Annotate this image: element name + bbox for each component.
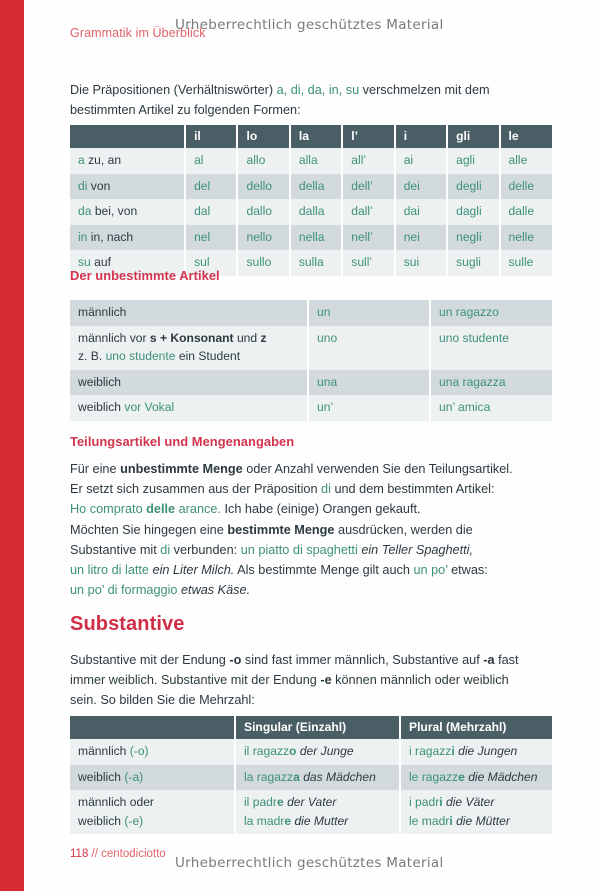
- partitive-l5-di: di: [160, 542, 171, 557]
- prep-su: su: [78, 255, 91, 270]
- cell-form: dell’: [342, 174, 394, 200]
- sing-ending: a: [293, 769, 300, 784]
- cell-singular: [235, 790, 400, 834]
- german-su: auf: [94, 255, 111, 270]
- cell-example: uno studente: [430, 326, 552, 370]
- german-di: von: [90, 178, 111, 193]
- cell-form: ai: [395, 148, 447, 174]
- partitive-l5-german: ein Teller Spaghetti,: [361, 542, 473, 557]
- cell-form: nel: [185, 225, 237, 251]
- cell-example: un ragazzo: [430, 300, 552, 326]
- cell-example: una ragazza: [430, 370, 552, 396]
- th-lo: lo: [237, 125, 289, 148]
- table-indefinite-article: [70, 300, 552, 421]
- partitive-l4-c: ausdrücken, werden die: [334, 522, 473, 537]
- cell-form: sul: [185, 250, 237, 276]
- partitive-l1-bold: unbestimmte Menge: [120, 462, 243, 476]
- cell-form: allo: [237, 148, 289, 174]
- prep-in: in: [78, 229, 88, 244]
- heading-substantive: Substantive: [70, 613, 185, 635]
- footer-page-number: 118: [70, 848, 89, 860]
- cell-form: sullo: [237, 250, 289, 276]
- prep-di: di: [78, 178, 88, 193]
- substantive-paragraph: [70, 650, 548, 711]
- sing-german: der Junge: [299, 744, 354, 758]
- sing2-german: die Mutter: [294, 813, 349, 828]
- cell-label: [70, 174, 185, 200]
- cell-form: alla: [290, 148, 342, 174]
- cell-singular: [235, 739, 400, 765]
- partitive-l2-di: di: [321, 482, 331, 497]
- partitive-l6-german: ein Liter Milch.: [152, 563, 235, 578]
- cell-form: dalle: [500, 199, 553, 225]
- partitive-l2-c: und dem bestimmten Artikel:: [330, 482, 495, 497]
- subst-l2-endung-e: -e: [320, 673, 332, 688]
- cell-form: degli: [447, 174, 499, 200]
- partitive-l7-german: etwas Käse.: [180, 583, 251, 598]
- cell-plural: [400, 790, 552, 834]
- intro-line2: bestimmten Artikel zu folgenden Formen:: [70, 103, 301, 118]
- table-prepositions: [70, 125, 552, 276]
- table-row: [70, 765, 552, 791]
- table-row: [70, 326, 552, 370]
- label-ending: (-a): [124, 769, 144, 784]
- german-a: zu, an: [88, 153, 122, 167]
- plur-base: le ragazz: [409, 769, 459, 784]
- plur-ending: e: [458, 769, 465, 784]
- th-le: le: [500, 125, 553, 148]
- th-la: la: [290, 125, 342, 148]
- label-bold-2: z: [260, 330, 267, 345]
- partitive-paragraph: [70, 459, 550, 600]
- label-part-2: und: [233, 330, 261, 345]
- plur-german: die Väter: [446, 795, 495, 810]
- cell-example: un’ amica: [430, 395, 552, 421]
- watermark-bottom: Urheberrechtlich geschütztes Material: [175, 855, 444, 871]
- cell-form: agli: [447, 148, 499, 174]
- plur2-ending: i: [449, 813, 453, 828]
- cell-label: [70, 326, 308, 370]
- cell-article: un’: [308, 395, 430, 421]
- label-part-3: z. B.: [78, 349, 106, 364]
- label-gender: weiblich: [78, 769, 125, 784]
- plur-base: i ragazz: [409, 744, 452, 758]
- label-gender-2: weiblich: [78, 813, 125, 828]
- subst-l2-a: immer weiblich. Substantive mit der Endung: [70, 673, 321, 688]
- subst-l1-e: fast: [494, 653, 519, 667]
- subst-l1-c: sind fast immer männlich, Substantive auf: [241, 653, 484, 667]
- partitive-l4-a: Möchten Sie hingegen eine: [70, 522, 228, 537]
- th-blank: [70, 125, 185, 148]
- subst-l3: sein. So bilden Sie die Mehrzahl:: [70, 693, 255, 708]
- cell-form: dallo: [237, 199, 289, 225]
- partitive-l3-delle: delle: [146, 502, 176, 517]
- label-gender-1: männlich oder: [78, 795, 154, 810]
- cell-form: nell’: [342, 225, 394, 251]
- th-singular: Singular (Einzahl): [235, 716, 400, 739]
- sing-german: das Mädchen: [303, 769, 376, 784]
- plur-ending: i: [439, 795, 443, 810]
- cell-label: männlich: [70, 300, 308, 326]
- table-row-header: [70, 716, 552, 739]
- table-row-header: [70, 125, 552, 148]
- partitive-l5-a: Substantive mit: [70, 542, 161, 557]
- cell-form: dalla: [290, 199, 342, 225]
- cell-form: dei: [395, 174, 447, 200]
- heading-partitive: Teilungsartikel und Mengenangaben: [70, 434, 295, 449]
- plur2-german: die Mütter: [456, 813, 510, 828]
- partitive-l1-a: Für eine: [70, 462, 121, 476]
- cell-label: [70, 739, 235, 765]
- th-lapostrophe: l’: [342, 125, 394, 148]
- cell-form: sulla: [290, 250, 342, 276]
- plur-base: i padr: [409, 795, 440, 810]
- table-row: [70, 790, 552, 834]
- cell-form: dall’: [342, 199, 394, 225]
- sing2-base: la madr: [244, 813, 285, 828]
- cell-article: un: [308, 300, 430, 326]
- partitive-l5-c: verbunden:: [170, 542, 241, 557]
- sing2-ending: e: [284, 813, 292, 828]
- partitive-l1-c: oder Anzahl verwenden Sie den Teilungsartikel.: [242, 462, 513, 476]
- footer-separator: //: [88, 848, 102, 860]
- sing-ending: e: [276, 795, 284, 810]
- table-row: [70, 148, 552, 174]
- left-red-accent-bar: [0, 0, 24, 891]
- sing-ending: o: [289, 744, 297, 758]
- heading-indefinite-article: Der unbestimmte Artikel: [70, 268, 220, 283]
- label-green-example: uno studente: [105, 349, 176, 364]
- label-gender: männlich: [78, 744, 130, 758]
- cell-form: alle: [500, 148, 553, 174]
- cell-form: sugli: [447, 250, 499, 276]
- partitive-l6-e: etwas:: [447, 563, 488, 578]
- table-row: [70, 199, 552, 225]
- th-blank: [70, 716, 235, 739]
- prep-da: da: [78, 204, 92, 219]
- plur-german: die Jungen: [458, 744, 518, 758]
- cell-label: [70, 765, 235, 791]
- cell-label: [70, 148, 185, 174]
- cell-form: nella: [290, 225, 342, 251]
- cell-label: weiblich: [70, 370, 308, 396]
- label-part-1: weiblich: [78, 400, 125, 415]
- subst-l1-endung-a: -a: [483, 653, 495, 667]
- table-plural-forms: [70, 716, 552, 834]
- cell-label: [70, 199, 185, 225]
- label-ending: (-o): [129, 744, 149, 758]
- cell-form: dello: [237, 174, 289, 200]
- partitive-l7-italian: un po’ di formaggio: [70, 583, 178, 598]
- partitive-l4-bold: bestimmte Menge: [227, 522, 335, 537]
- watermark-top: Urheberrechtlich geschütztes Material: [175, 17, 444, 33]
- cell-plural: [400, 765, 552, 791]
- cell-form: nei: [395, 225, 447, 251]
- table-row: [70, 395, 552, 421]
- cell-label: [70, 790, 235, 834]
- label-bold-1: s + Konsonant: [149, 330, 234, 345]
- partitive-l3-german: Ich habe (einige) Orangen gekauft.: [220, 502, 421, 517]
- footer-page-word: centodiciotto: [101, 848, 166, 860]
- table-row: [70, 370, 552, 396]
- cell-form: dai: [395, 199, 447, 225]
- subst-l2-c: können männlich oder weiblich: [331, 673, 509, 688]
- plur2-base: le madr: [409, 813, 450, 828]
- sing-base: il padr: [244, 795, 277, 810]
- intro-paragraph: [70, 80, 540, 120]
- german-da: bei, von: [94, 204, 138, 219]
- plur-german: die Mädchen: [468, 769, 538, 784]
- label-ending: (-e): [124, 813, 144, 828]
- label-green-part: vor Vokal: [124, 400, 175, 415]
- cell-label: [70, 395, 308, 421]
- cell-plural: [400, 739, 552, 765]
- th-gli: gli: [447, 125, 499, 148]
- intro-text-a: Die Präpositionen (Verhältniswörter): [70, 83, 277, 97]
- cell-form: delle: [500, 174, 553, 200]
- cell-form: dagli: [447, 199, 499, 225]
- cell-label: [70, 225, 185, 251]
- cell-form: nelle: [500, 225, 553, 251]
- intro-text-b: verschmelzen mit dem: [359, 83, 490, 97]
- partitive-l2-a: Er setzt sich zusammen aus der Präposition: [70, 482, 322, 497]
- th-i: i: [395, 125, 447, 148]
- th-plural: Plural (Mehrzahl): [400, 716, 552, 739]
- partitive-l6-unpo: un po’: [413, 563, 448, 578]
- cell-form: del: [185, 174, 237, 200]
- table-row: [70, 739, 552, 765]
- subst-l1-a: Substantive mit der Endung: [70, 653, 230, 667]
- running-head: Grammatik im Überblick: [70, 26, 206, 40]
- sing-base: la ragazz: [244, 769, 294, 784]
- partitive-l5-italian: un piatto di spaghetti: [240, 542, 358, 557]
- table-row: [70, 225, 552, 251]
- label-part-1: männlich vor: [78, 330, 150, 345]
- german-in: in, nach: [90, 229, 134, 244]
- cell-form: all’: [342, 148, 394, 174]
- cell-form: della: [290, 174, 342, 200]
- plur-ending: i: [451, 744, 455, 758]
- page-footer: [70, 848, 166, 860]
- partitive-l3-a: Ho comprato: [70, 502, 147, 517]
- cell-form: sull’: [342, 250, 394, 276]
- cell-form: dal: [185, 199, 237, 225]
- sing-german: der Vater: [287, 795, 337, 810]
- partitive-l6-italian: un litro di latte: [70, 563, 149, 578]
- cell-form: negli: [447, 225, 499, 251]
- table-row: [70, 300, 552, 326]
- subst-l1-endung-o: -o: [229, 653, 242, 667]
- cell-form: sulle: [500, 250, 553, 276]
- sing-base: il ragazz: [244, 744, 290, 758]
- th-il: il: [185, 125, 237, 148]
- cell-form: nello: [237, 225, 289, 251]
- intro-prepositions: a, di, da, in, su: [276, 83, 360, 97]
- cell-form: sui: [395, 250, 447, 276]
- cell-singular: [235, 765, 400, 791]
- table-row: [70, 174, 552, 200]
- prep-a: a: [78, 153, 85, 167]
- cell-article: una: [308, 370, 430, 396]
- partitive-l6-c: Als bestimmte Menge gilt auch: [234, 563, 414, 578]
- partitive-l3-c: arance.: [175, 502, 221, 517]
- label-part-4: ein Student: [175, 349, 241, 364]
- cell-form: al: [185, 148, 237, 174]
- cell-article: uno: [308, 326, 430, 370]
